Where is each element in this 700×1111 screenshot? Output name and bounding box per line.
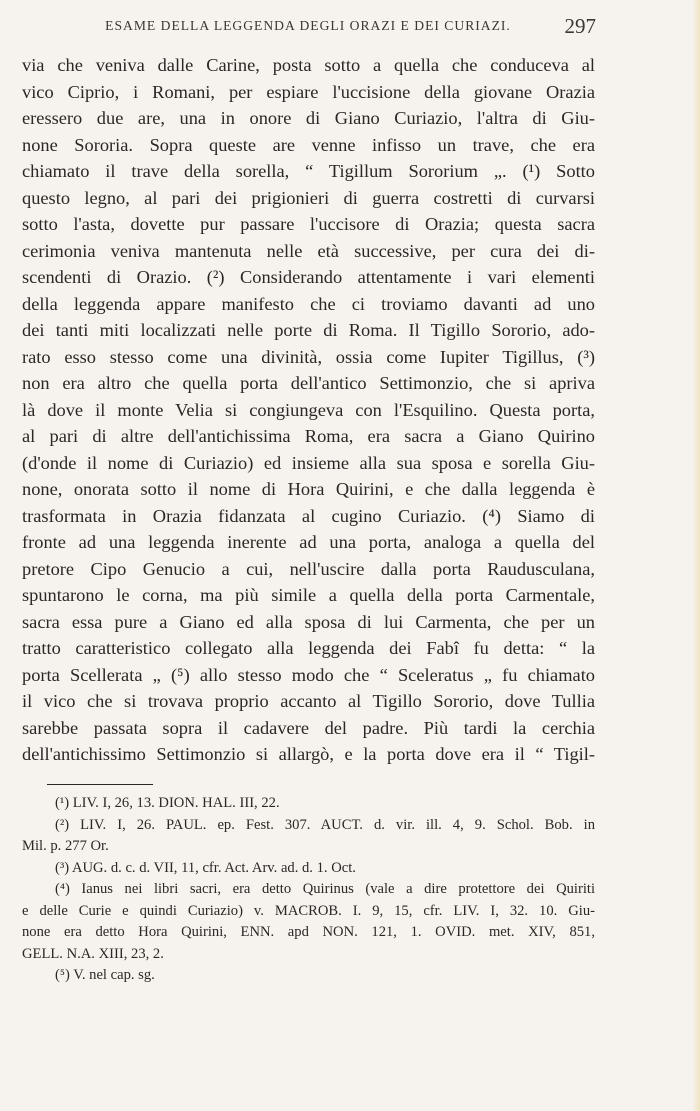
footnote-3: (³) AUG. d. c. d. VII, 11, cfr. Act. Arv. ad. d. 1. Oct.: [55, 859, 356, 876]
body-line: al pari di altre dell'antichissima Roma, era sacra a Giano Quirino: [22, 426, 595, 446]
body-line: questo legno, al pari dei prigionieri di guerra costretti di curvarsi: [22, 187, 595, 208]
body-line: il vico che si trovava proprio accanto al Tigillo Sororio, dove Tullia: [22, 691, 595, 711]
footnote-4: (⁴) Ianus nei libri sacri, era detto Quirinus (vale a dire protettore dei Quiriti: [55, 881, 595, 897]
footnote-2: (²) LIV. I, 26. PAUL. ep. Fest. 307. AUCT. d. vir. ill. 4, 9. Schol. Bob. in: [55, 816, 595, 833]
body-line: pretore Cipo Genucio a cui, nell'uscire dalla porta Raudusculana,: [22, 558, 595, 579]
body-line: none Sororia. Sopra queste are venne infisso un trave, che era: [22, 134, 595, 155]
footnote-4-continued: none era detto Hora Quirini, ENN. apd NON. 121, 1. OVID. met. XIV, 851,: [22, 924, 595, 940]
footnote-4-continued: e delle Curie e quindi Curiazio) v. MACROB. I. 9, 15, cfr. LIV. I, 32. 10. Giu-: [22, 902, 595, 919]
body-line: chiamato il trave della sorella, “ Tigillum Sororium „. (¹) Sotto: [22, 161, 595, 181]
body-text: [22, 52, 595, 768]
body-line: tratto caratteristico collegato alla leggenda dei Fabî fu detta: “ la: [22, 638, 595, 658]
body-line: cerimonia veniva mantenuta nelle età successive, per cura dei di-: [22, 240, 595, 261]
footnote-1: (¹) LIV. I, 26, 13. DION. HAL. III, 22.: [55, 795, 280, 811]
body-line: via che veniva dalle Carine, posta sotto a quella che conduceva al: [22, 55, 595, 75]
body-line: non era altro che quella porta dell'antico Settimonzio, che si apriva: [22, 373, 595, 393]
body-line: eressero due are, una in onore di Giano Curiazio, l'altra di Giu-: [22, 108, 595, 128]
page-number: 297: [564, 14, 596, 38]
page-edge-stain: [692, 0, 700, 1111]
body-line: scendenti di Orazio. (²) Considerando attentamente i vari elementi: [22, 267, 595, 287]
body-line: vico Ciprio, i Romani, per espiare l'uccisione della giovane Orazia: [22, 81, 595, 102]
body-line: trasformata in Orazia fidanzata al cugino Curiazio. (⁴) Siamo di: [22, 505, 595, 526]
body-line: della leggenda appare manifesto che ci troviamo davanti ad uno: [22, 293, 595, 314]
footnote-4-continued: GELL. N.A. XIII, 23, 2.: [22, 945, 164, 962]
body-line: là dove il monte Velia si congiungeva con l'Esquilino. Questa porta,: [22, 399, 595, 420]
body-line: none, onorata sotto il nome di Hora Quirini, e che dalla leggenda è: [22, 479, 595, 499]
body-line: sacra essa pure a Giano ed alla sposa di lui Carmenta, che per un: [22, 611, 595, 632]
body-line: rato esso stesso come una divinità, ossia come Iupiter Tigillus, (³): [22, 346, 595, 367]
running-head: ESAME DELLA LEGGENDA DEGLI ORAZI E DEI CURIAZI.: [105, 18, 511, 33]
body-line: spuntarono le corna, ma più simile a quella della porta Carmentale,: [22, 585, 595, 605]
footnotes: [22, 793, 595, 987]
body-line: dell'antichissimo Settimonzio si allargò, e la porta dove era il “ Tigil-: [22, 744, 595, 764]
footnote-2-continued: Mil. p. 277 Or.: [22, 838, 109, 854]
body-line: sotto l'asta, dovette pur passare l'uccisore di Orazia; questa sacra: [22, 214, 595, 234]
body-line: dei tanti miti localizzati nelle porte di Roma. Il Tigillo Sororio, ado-: [22, 320, 595, 340]
body-line: (d'onde il nome di Curiazio) ed insieme alla sua sposa e sorella Giu-: [22, 452, 595, 473]
footnote-rule: [47, 784, 153, 785]
body-line: porta Scellerata „ (⁵) allo stesso modo che “ Sceleratus „ fu chiamato: [22, 664, 595, 685]
body-line: fronte ad una leggenda inerente ad una porta, analoga a quella del: [22, 532, 595, 552]
footnote-5: (⁵) V. nel cap. sg.: [55, 967, 155, 983]
body-line: sarebbe passata sopra il cadavere del padre. Più tardi la cerchia: [22, 717, 595, 738]
